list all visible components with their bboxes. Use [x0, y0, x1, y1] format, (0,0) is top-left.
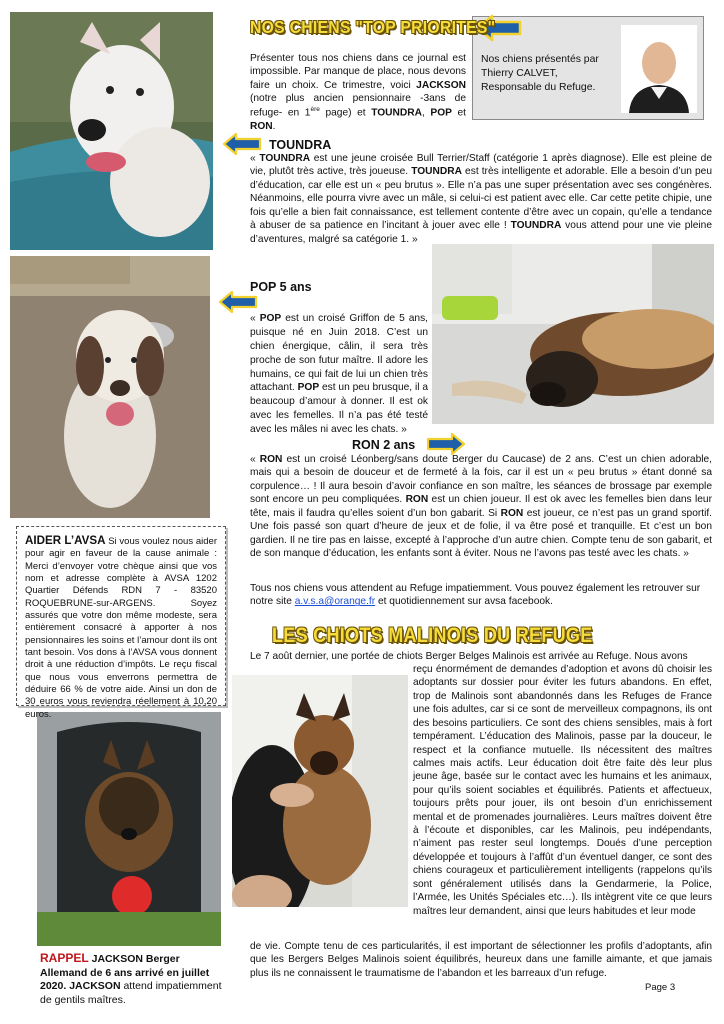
malinois-tail: de vie. Compte tenu de ces particularités, il est important de sélectionner les profils d’adoptants, afin que les Bergers Belges Malinois soient équilibrés, heureux dans une famille aimante, et que jamais plus ils ne connaissent le traumatisme de l’abandon et les barreaux d’un refuge. — [250, 941, 712, 979]
aider-body: Si vous voulez nous aider pour agir en faveur de la cause animale : Merci d’envoyer votre chèque ainsi que vos nom et adresse complète à AVSA 1202 Quartier Défends RDN 7 - 83520 ROQUEBRUNE-sur-ARGENS. Soyez assurés que votre don même modeste, sera entièrement consacré à apporter à nos pensionnaires les soins et l’amour dont ils ont tant besoin. Vos dons à l’AVSA vous donnent droit à une réduction d’impôts. Le reçu fiscal que nous vous enverrons permettra de déduire 66 % de votre aide. Ainsi un don de 30 euros vous reviendra réellement à 10,20 euros. — [25, 536, 217, 720]
pop-text: « POP est un croisé Griffon de 5 ans, puisque né en Juin 2018. C’est un chien énergique, câlin, il sera très proche de son futur maître. Il adore les humains, ce qui fait de lui un chien très attachant. POP est un peu brusque, il a beaucoup d’amour à donner. Il est ok avec les femelles. Il n’a pas été testé avec les mâles ni avec les chats. » — [250, 313, 428, 435]
intro-text: Présenter tous nos chiens dans ce journal est impossible. Par manque de place, nous devons faire un choix. Ce trimestre, voici JACKSON (notre plus ancien pensionnaire -3ans de refuge- en 1ère page) et TOUNDRA, POP et RON. — [250, 53, 467, 132]
aider-box — [16, 526, 226, 720]
pop-title: POP 5 ans — [250, 280, 312, 294]
page-number: Page 3 — [645, 982, 676, 993]
closing-text: Tous nos chiens vous attendent au Refuge impatiemment. Vous pouvez également les retrouver sur notre site a.v.s.a@orange.fr et quotidiennement sur avsa facebook. — [250, 583, 701, 608]
photo-toundra — [10, 12, 213, 250]
toundra-title: TOUNDRA — [269, 138, 332, 152]
photo-pop — [10, 256, 210, 518]
ron-text: « RON est un croisé Léonberg/sans doute Berger du Caucase) de 2 ans. C’est un chien adorable, mais qui a besoin de douceur et de fermeté à la fois, car il est un « peu brutus » étant donné sa corpulence… ! Il aura besoin d’avoir confiance en son maître, les séances de brossage par exemple sont encore un peu compliquées. RON est un chien joueur. Il est ok avec les femelles bien dans leur tête, mais il faudra qu’elles soient d’un bon gabarit. Si RON est joueur, ce n’est pas un grand sportif. Une fois passé son quart d’heure de jeux et de folie, il va être posé et tranquille. Et c’est un bon gardien. Il ne tire pas en laisse, excepté à l’approche d’un autre chien. Compte tenu de son gabarit, et de son manque d’éducation, les enfants sont à éviter. Nous ne l’avons pas testé avec les chats. » — [250, 454, 713, 560]
presenter-line-2: Thierry CALVET, — [481, 68, 558, 80]
rappel-caption: RAPPEL JACKSON Berger Allemand de 6 ans arrivé en juillet 2020. JACKSON attend impatiemment de gentils maîtres. — [40, 951, 222, 1006]
malinois-title: LES CHIOTS MALINOIS DU REFUGE — [272, 624, 593, 647]
photo-jackson — [37, 712, 221, 946]
presenter-line-1: Nos chiens présentés par — [481, 54, 599, 65]
toundra-text: « TOUNDRA est une jeune croisée Bull Terrier/Staff (catégorie 1 après diagnose). Elle est pleine de vie, plutôt très active, très joueuse. TOUNDRA est très intelligente et adorable. Elle a besoin d’un peu d’éducation, car elle est un « peu brutus ». Elle n’a pas une super présentation avec ses congénères. Néanmoins, elle pourra vivre avec un mâle, si celui-ci est patient avec elle. Car cette petite chipie, une fois qu’elle a bien fait connaissance, est tellement contente d’être avec un copain, qu’elle a tendance à abuser de sa patience en l’incitant à jouer avec elle ! TOUNDRA vous attend pour une vie pleine d’aventures, malgré sa catégorie 1. » — [250, 153, 713, 245]
malinois-body: reçu énormément de demandes d’adoption et avons dû choisir les adoptants sur dossier pour éviter les futurs abandons. En effet, trop de Malinois sont abandonnés dans les Refuges de France une fois adultes, car si ce sont de merveilleux compagnons, ils ont des besoins particuliers. Ce sont des chiens sensibles, mais à fort tempérament. L’éducation des Malinois, passe par la douceur, le respect et la confiance mutuelle. Ils nécessitent des maîtres calmes mais actifs. Leur éducation doit être faite dès leur plus jeune âge, basée sur le contact avec les humains et les animaux, pour qu’ils soient sociables et équilibrés. Patients et affectueux, toujours prêts pour jouer, ils ont besoin d’un enrichissement mental et de promenades journalières. Leurs maîtres doivent être à l’écoute et disponibles, car les Malinois, peu indépendants, n’aiment pas rester seul longtemps. Doués d’une perception développée et toujours à l’affût d’un éventuel danger, ce sont des chiens courageux et particulièrement intelligents (rappelons qu’ils sont généralement utilisés dans la Gendarmerie, la Police, l’Armée, les Unités Spéciales etc…). Ils intègrent vite ce que leurs maîtres leur demandent, ainsi que leurs habitudes et leur mode — [413, 664, 712, 917]
aider-title: AIDER L’AVSA — [25, 534, 106, 547]
photo-ron — [432, 244, 714, 424]
ron-title: RON 2 ans — [352, 438, 416, 452]
email-link[interactable]: a.v.s.a@orange.fr — [294, 596, 376, 608]
presenter-portrait — [621, 25, 697, 113]
presenter-line-3: Responsable du Refuge. — [481, 82, 596, 94]
malinois-lead: Le 7 août dernier, une portée de chiots Berger Belges Malinois est arrivée au Refuge. Nous avons — [250, 651, 688, 662]
rappel-label: RAPPEL — [40, 951, 89, 965]
page-title: NOS CHIENS "TOP PRIORITES" — [250, 17, 496, 37]
photo-malinois-puppy — [232, 675, 408, 907]
